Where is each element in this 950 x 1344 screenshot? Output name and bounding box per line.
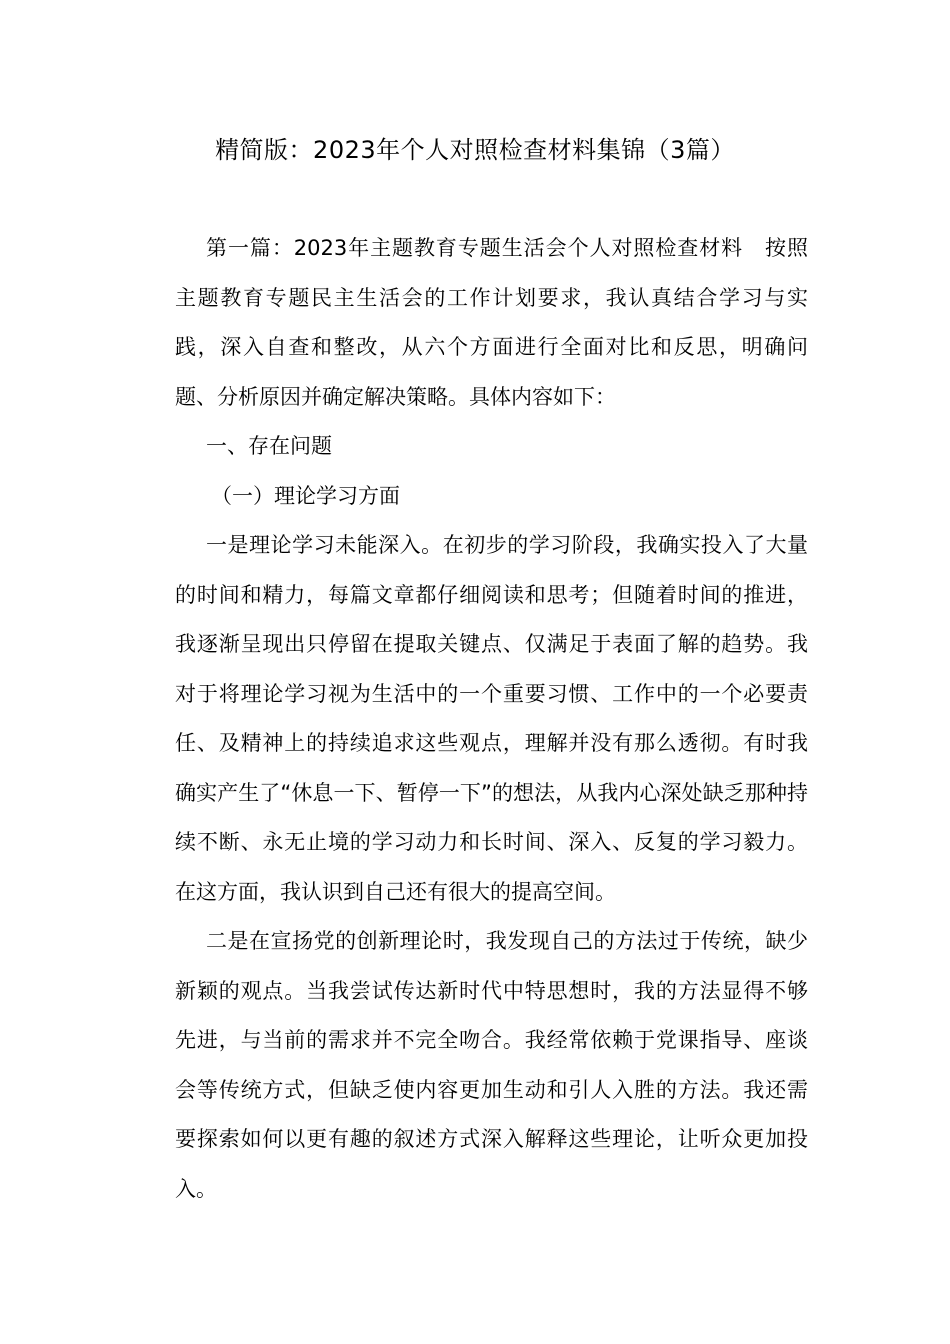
text-line: 入。 [175, 1176, 217, 1201]
text-line: 的时间和精力，每篇文章都仔细阅读和思考；但随着时间的推进， [175, 582, 808, 607]
document-body [144, 224, 808, 1214]
document-title: 精简版：2023年个人对照检查材料集锦（3篇） [215, 136, 735, 164]
text-line: 会等传统方式，但缺乏使内容更加生动和引人入胜的方法。我还需 [175, 1077, 808, 1102]
text-line: 践，深入自查和整改，从六个方面进行全面对比和反思，明确问 [175, 335, 808, 359]
text-line: 我逐渐呈现出只停留在提取关键点、仅满足于表面了解的趋势。我 [175, 632, 808, 656]
text-line: 一是理论学习未能深入。在初步的学习阶段，我确实投入了大量 [206, 533, 808, 557]
text-line: 任、及精神上的持续追求这些观点，理解并没有那么透彻。有时我 [175, 731, 808, 755]
text-line: 主题教育专题民主生活会的工作计划要求，我认真结合学习与实 [175, 285, 808, 310]
heading-text: 一、存在问题 [206, 434, 332, 458]
text-line: 确实产生了“休息一下、暂停一下”的想法，从我内心深处缺乏那种持 [175, 780, 808, 805]
section-heading [144, 422, 808, 472]
text-line: 第一篇：2023年主题教育专题生活会个人对照检查材料 按照 [206, 236, 808, 260]
text-line: 题、分析原因并确定解决策略。具体内容如下： [175, 384, 616, 409]
text-line: 要探索如何以更有趣的叙述方式深入解释这些理论，让听众更加投 [175, 1127, 808, 1151]
paragraph-intro [144, 224, 808, 422]
subsection-heading [144, 472, 808, 522]
paragraph-point-one [144, 521, 808, 917]
paragraph-point-two [144, 917, 808, 1214]
text-line: 二是在宣扬党的创新理论时，我发现自己的方法过于传统，缺少 [206, 929, 808, 953]
subheading-text: （一）理论学习方面 [211, 483, 400, 508]
text-line: 对于将理论学习视为生活中的一个重要习惯、工作中的一个必要责 [175, 681, 808, 706]
text-line: 新颖的观点。当我尝试传达新时代中特思想时，我的方法显得不够 [175, 978, 808, 1003]
text-line: 先进，与当前的需求并不完全吻合。我经常依赖于党课指导、座谈 [175, 1028, 808, 1052]
text-line: 续不断、永无止境的学习动力和长时间、深入、反复的学习毅力。 [175, 830, 808, 854]
text-line: 在这方面，我认识到自己还有很大的提高空间。 [175, 879, 616, 904]
